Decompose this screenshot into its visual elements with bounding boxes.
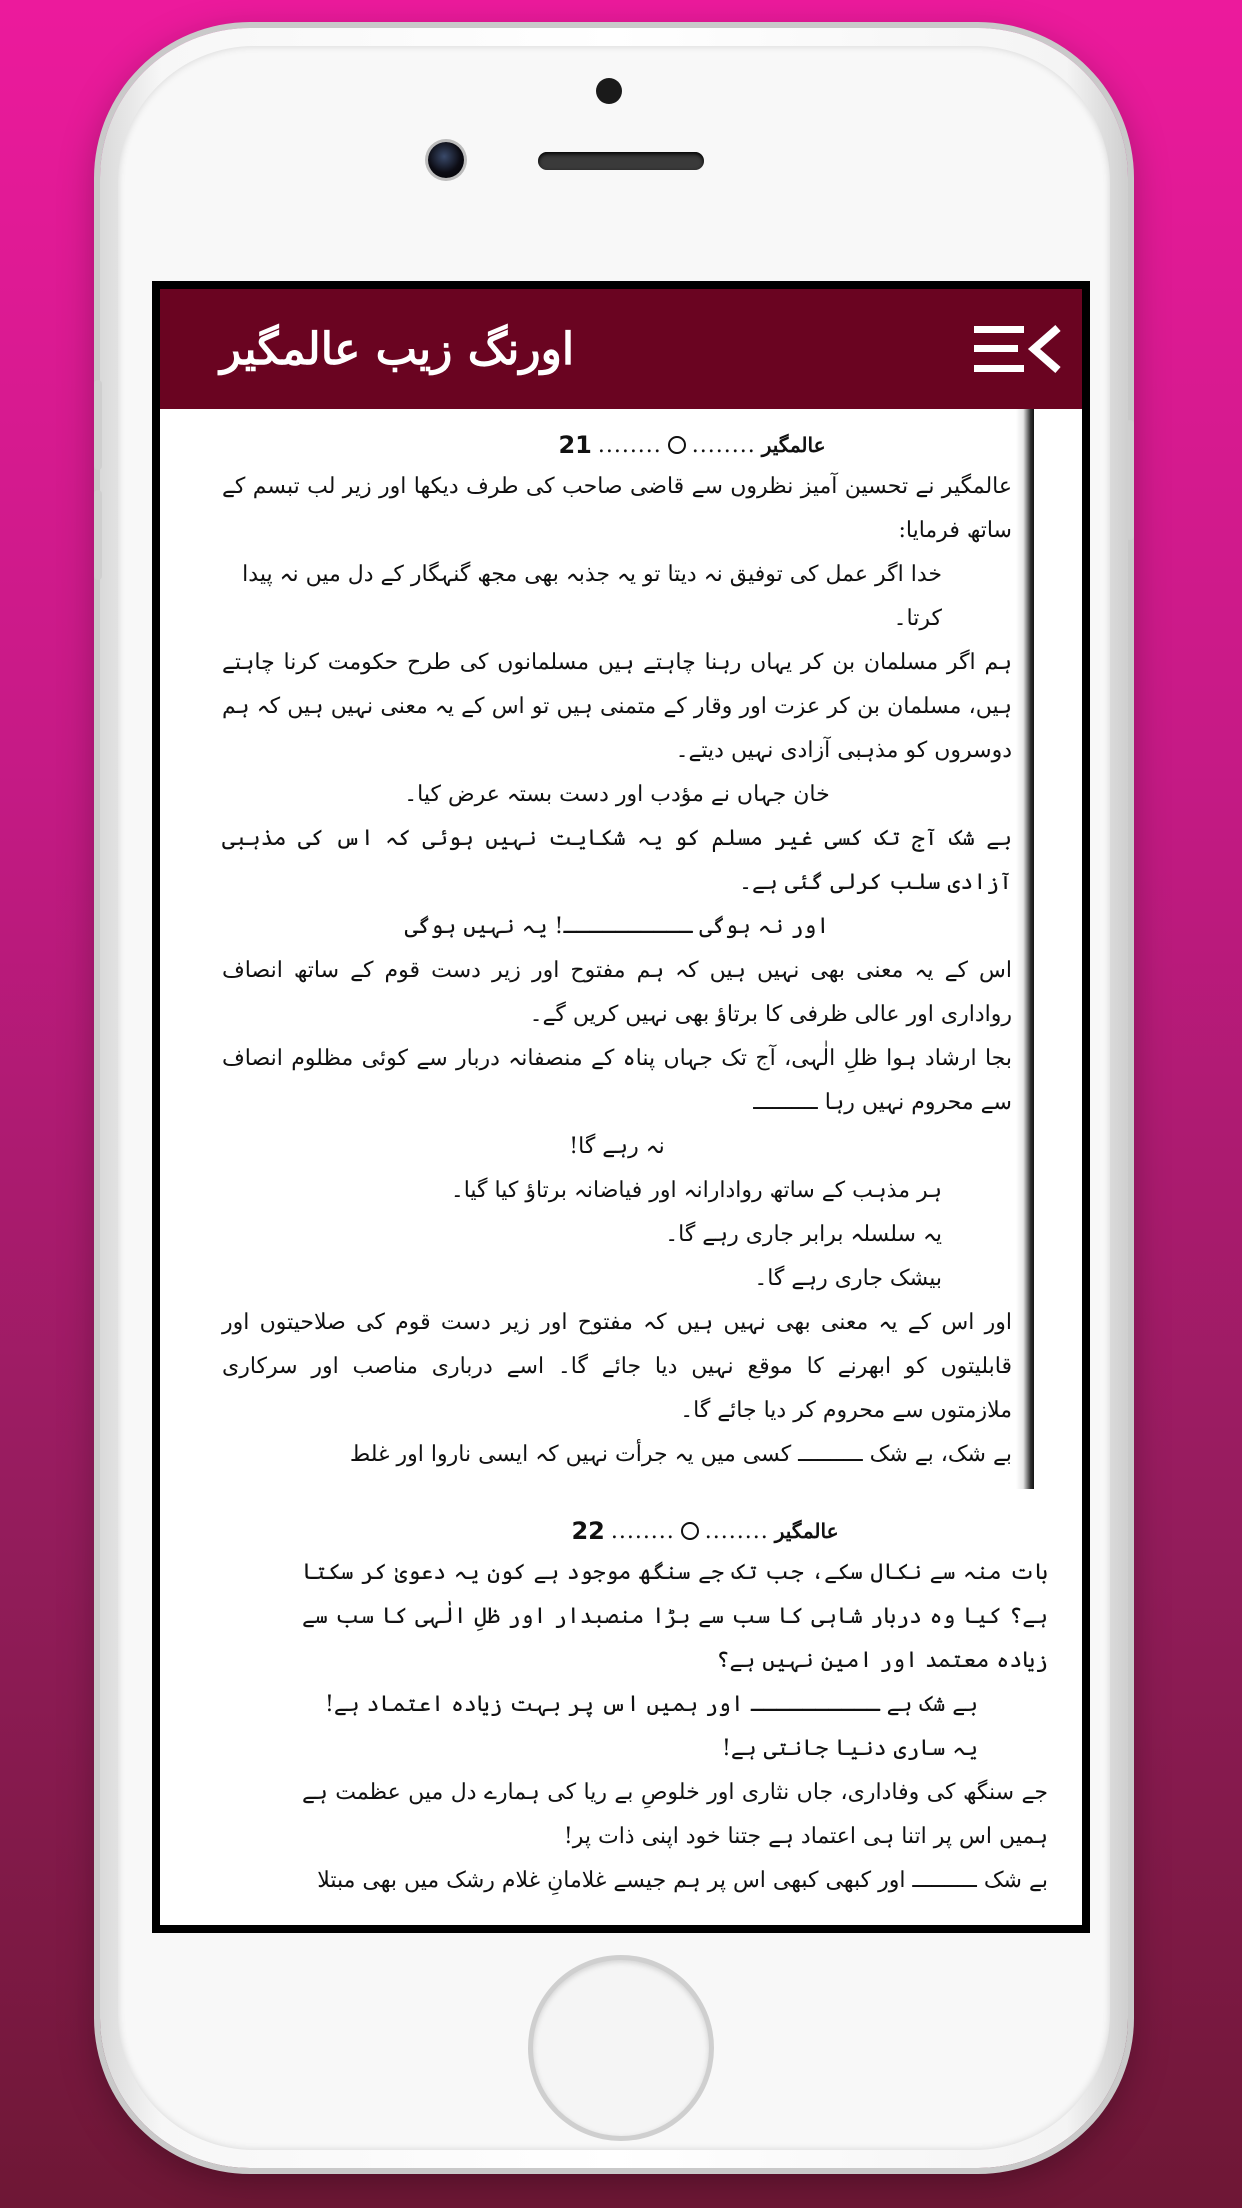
paragraph: بے شک ہے ــــــــــ اور ہمیں اس پر بہت زیادہ اعتماد ہے! — [325, 1692, 978, 1717]
volume-button — [94, 490, 102, 580]
circle-ornament-icon — [681, 1522, 699, 1540]
circle-ornament-icon — [668, 436, 686, 454]
paragraph: ہر مذہب کے ساتھ روادارانہ اور فیاضانہ برتاؤ کیا گیا۔ — [450, 1178, 942, 1203]
header-dots: ........ — [610, 1518, 675, 1544]
page-header — [222, 431, 1012, 459]
paragraph: بے شک، بے شک ــــــــــ کسی میں یہ جرأت نہیں کہ ایسی ناروا اور غلط — [349, 1442, 1012, 1467]
page-edge-shadow — [1016, 409, 1034, 1489]
book-content[interactable] — [160, 409, 1082, 1925]
book-page-21 — [160, 409, 1082, 1489]
paragraph: خان جہاں نے مؤدب اور دست بستہ عرض کیا۔ — [404, 782, 830, 807]
page-number: 21 — [558, 431, 592, 459]
book-page-22 — [160, 1517, 1082, 1925]
app-bar — [160, 289, 1082, 409]
header-dots: ........ — [597, 432, 662, 458]
header-word: عالمگیر — [774, 1519, 839, 1543]
paragraph: بے شک آج تک کسی غیر مسلم کو یہ شکایت نہیں ہوئی کہ اس کی مذہبی آزادی سلب کرلی گئی ہے۔ — [222, 826, 1012, 895]
header-dots: ........ — [691, 432, 756, 458]
paragraph: ہم اگر مسلمان بن کر یہاں رہنا چاہتے ہیں مسلمانوں کی طرح حکومت کرنا چاہتے ہیں، مسلمان بن کر عزت اور وقار کے متمنی ہیں تو اس کے یہ معنی نہیں ہیں کہ ہم دوسروں کو مذہبی آزادی نہیں دیتے۔ — [222, 650, 1012, 763]
paragraph: خدا اگر عمل کی توفیق نہ دیتا تو یہ جذبہ بھی مجھ گنہگار کے دل میں نہ پیدا کرتا۔ — [242, 562, 942, 631]
paragraph: یہ ساری دنیا جانتی ہے! — [722, 1736, 978, 1761]
earpiece-speaker — [538, 152, 704, 170]
paragraph: بجا ارشاد ہوا ظلِ الٰہی، آج تک جہاں پناہ کے منصفانہ دربار سے کوئی مظلوم انصاف سے محروم نہیں رہا ــــــــــ — [222, 1046, 1012, 1115]
power-button — [1126, 420, 1134, 540]
paragraph: اس کے یہ معنی بھی نہیں ہیں کہ ہم مفتوح اور زیر دست قوم کے ساتھ انصاف رواداری اور عالی ظرفی کا برتاؤ بھی نہیں کریں گے۔ — [222, 958, 1012, 1027]
paragraph: بے شک ــــــــــ اور کبھی کبھی اس پر ہم جیسے غلامانِ غلام رشک میں بھی مبتلا — [317, 1868, 1048, 1893]
paragraph: عالمگیر نے تحسین آمیز نظروں سے قاضی صاحب کی طرف دیکھا اور زیر لب تبسم کے ساتھ فرمایا: — [222, 474, 1012, 543]
header-word: عالمگیر — [761, 433, 826, 457]
paragraph: جے سنگھ کی وفاداری، جاں نثاری اور خلوصِ بے ریا کی ہمارے دل میں عظمت ہے ہمیں اس پر اتنا ہی اعتماد ہے جتنا خود اپنی ذات پر! — [302, 1780, 1048, 1849]
front-camera — [428, 142, 464, 178]
paragraph: نہ رہے گا! — [569, 1134, 665, 1159]
paragraph: بیشک جاری رہے گا۔ — [754, 1266, 942, 1291]
proximity-sensor — [596, 78, 622, 104]
page-number: 22 — [571, 1517, 605, 1545]
menu-collapse-icon[interactable] — [972, 322, 1062, 376]
header-dots: ........ — [704, 1518, 769, 1544]
app-title: اورنگ زیب عالمگیر — [220, 323, 575, 375]
paragraph: اور نہ ہوگی ــــــــــ! یہ نہیں ہوگی — [404, 914, 830, 939]
app-screen — [152, 281, 1090, 1933]
home-button[interactable] — [533, 1960, 709, 2136]
paragraph: بات منہ سے نکال سکے، جب تک جے سنگھ موجود ہے کون یہ دعویٰ کر سکتا ہے؟ کیا وہ دربار شاہی کا سب سے بڑا منصبدار اور ظلِ الٰہی کا سب سے زیادہ معتمد اور امین نہیں ہے؟ — [302, 1560, 1048, 1673]
paragraph: اور اس کے یہ معنی بھی نہیں ہیں کہ مفتوح اور زیر دست قوم کی صلاحیتوں اور قابلیتوں کو ابھرنے کا موقع نہیں دیا جائے گا۔ اسے درباری مناصب اور سرکاری ملازمتوں سے محروم کر دیا جائے گا۔ — [222, 1310, 1012, 1423]
page-header — [302, 1517, 1048, 1545]
paragraph: یہ سلسلہ برابر جاری رہے گا۔ — [665, 1222, 942, 1247]
volume-button — [94, 380, 102, 470]
